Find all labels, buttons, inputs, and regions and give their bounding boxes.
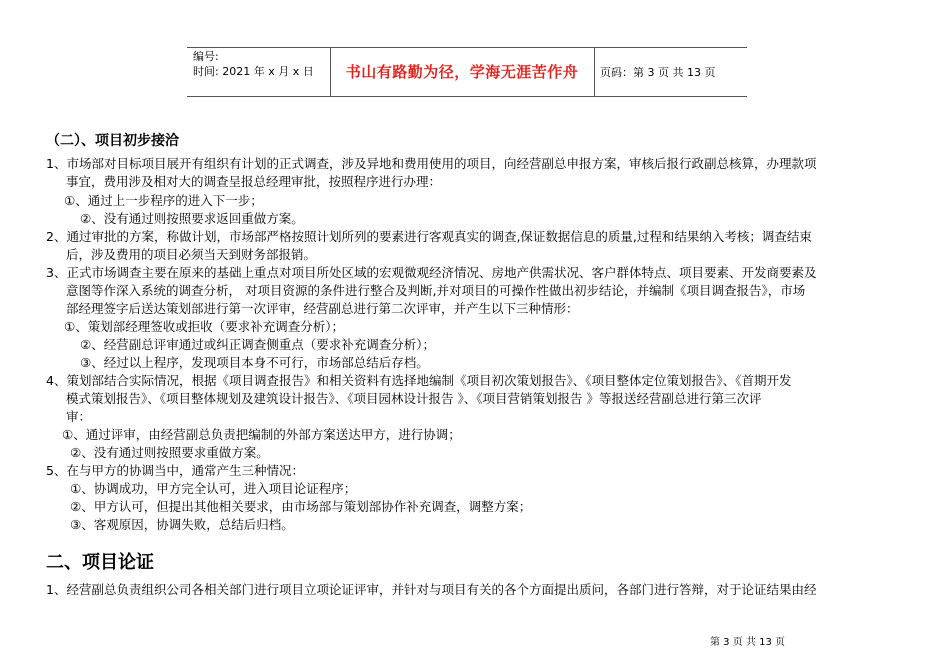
header-time-label: 时间: 2021 年 x 月 x 日 bbox=[193, 65, 314, 78]
list-item: ①、通过上一步程序的进入下一步； bbox=[64, 193, 263, 208]
header-bottom-rule bbox=[187, 96, 747, 97]
paragraph-line: 2、通过审批的方案，称做计划，市场部严格按照计划所列的要素进行客观真实的调查,保证数据信息的质量,过程和结果纳入考核；调查结束 bbox=[46, 229, 812, 244]
paragraph-line: 5、在与甲方的协调当中，通常产生三种情况： bbox=[46, 463, 304, 478]
header-number-label: 编号: bbox=[193, 50, 219, 63]
paragraph-line: 3、正式市场调查主要在原来的基础上重点对项目所处区域的宏观微观经济情况、房地产供需状况、客户群体特点、项目要素、开发商要素及 bbox=[46, 265, 817, 280]
section-title-initial-contact: （二）、项目初步接洽 bbox=[46, 133, 179, 149]
paragraph-line: 1、经营副总负责组织公司各相关部门进行项目立项论证评审，并针对与项目有关的各个方面提出质问，各部门进行答辩，对于论证结果由经 bbox=[46, 582, 817, 597]
header-meta bbox=[193, 49, 314, 79]
list-item: ③、经过以上程序，发现项目本身不可行，市场部总结后存档。 bbox=[80, 355, 429, 370]
list-item: ③、客观原因，协调失败，总结后归档。 bbox=[70, 517, 294, 532]
header-page-label: 页码：第 3 页 共 13 页 bbox=[600, 65, 716, 79]
paragraph-line: 4、策划部结合实际情况，根据《项目调查报告》和相关资料有选择地编制《项目初次策划报告》、《项目整体定位策划报告》、《首期开发 bbox=[46, 373, 792, 388]
list-item: ②、经营副总评审通过或纠正调查侧重点（要求补充调查分析）； bbox=[80, 337, 435, 352]
paragraph-line: 后，涉及费用的项目必须当天到财务部报销。 bbox=[66, 247, 317, 262]
list-item: ①、协调成功，甲方完全认可，进入项目论证程序； bbox=[70, 481, 357, 496]
paragraph-line: 事宜，费用涉及相对大的调查呈报总经理审批，按照程序进行办理： bbox=[66, 174, 442, 189]
paragraph-line: 1、市场部对目标项目展开有组织有计划的正式调查，涉及异地和费用使用的项目，向经营副总申报方案，审核后报行政副总核算，办理款项 bbox=[46, 156, 817, 171]
paragraph-line: 审： bbox=[66, 409, 92, 424]
list-item: ①、通过评审，由经营副总负责把编制的外部方案送达甲方，进行协调； bbox=[62, 427, 461, 442]
paragraph-line: 意图等作深入系统的调查分析， 对项目资源的条件进行整合及判断,并对项目的可操作性做出初步结论，并编制《项目调查报告》，市场 bbox=[66, 283, 806, 298]
list-item: ②、没有通过则按照要求重做方案。 bbox=[70, 445, 269, 460]
page-footer: 第 3 页 共 13 页 bbox=[710, 637, 785, 648]
header-motto: 书山有路勤为径，学海无涯苦作舟 bbox=[345, 63, 579, 81]
header-divider-2 bbox=[594, 47, 595, 96]
paragraph-line: 部经理签字后送达策划部进行第一次评审，经营副总进行第二次评审，并产生以下三种情形： bbox=[66, 301, 579, 316]
list-item: ①、策划部经理签收或拒收（要求补充调查分析）； bbox=[64, 319, 344, 334]
section-title-project-argument: 二、项目论证 bbox=[46, 552, 154, 573]
list-item: ②、甲方认可，但提出其他相关要求，由市场部与策划部协作补充调查，调整方案； bbox=[70, 499, 532, 514]
paragraph-line: 模式策划报告》、《项目整体规划及建筑设计报告》、《项目园林设计报告 》、《项目营销策划报告 》等报送经营副总进行第三次评 bbox=[66, 391, 762, 406]
list-item: ②、没有通过则按照要求返回重做方案。 bbox=[80, 211, 304, 226]
